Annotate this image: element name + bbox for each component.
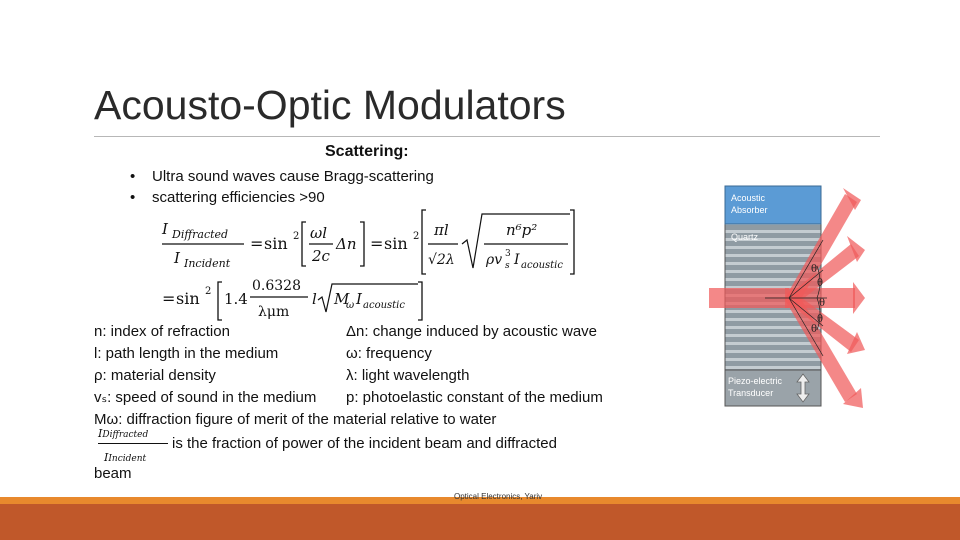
eq-num-I: I [162, 220, 168, 238]
quartz-label: Quartz [731, 232, 759, 242]
eq-omega-sub: ω [346, 300, 355, 311]
eq-sq-3: 2 [205, 286, 212, 297]
eq-two-c: 2c [312, 247, 330, 265]
theta-label: θ [811, 264, 818, 275]
eq-sin-1: sin [264, 234, 288, 253]
eq-equals-3: = [162, 289, 176, 308]
eq-den-sub: Incident [184, 257, 231, 270]
definition-merit: Mω: diffraction figure of merit of the material relative to water [94, 411, 497, 428]
slide-title: Acousto-Optic Modulators [94, 82, 566, 128]
eq-sq-2: 2 [413, 231, 420, 242]
eq-M: M [334, 290, 350, 308]
equation-line-2 [162, 278, 422, 320]
eq-equals-2: = [370, 234, 384, 253]
bullet-item: • Ultra sound waves cause Bragg-scattering [128, 166, 434, 187]
bullet-list [128, 166, 434, 208]
footer-bar [0, 504, 960, 540]
scattering-heading: Scattering: [325, 143, 409, 160]
eq-n6p2: n⁶p² [506, 221, 538, 239]
eq-sq-1: 2 [293, 231, 300, 242]
eq-sin-3: sin [176, 289, 200, 308]
transducer-label-1: Piezo-electric [728, 376, 783, 386]
definition-omega: ω: frequency [346, 345, 432, 362]
beam-word: beam [94, 465, 132, 482]
eq-num-sub: Diffracted [172, 228, 229, 241]
bullet-item: • scattering efficiencies >90 [128, 187, 434, 208]
mini-fraction-num: IDiffracted [98, 427, 149, 440]
theta-label: θ [811, 324, 818, 335]
eq-06328: 0.6328 [252, 278, 301, 294]
definition-p: p: photoelastic constant of the medium [346, 389, 603, 406]
definition-l: l: path length in the medium [94, 345, 279, 362]
eq-sin-2: sin [384, 234, 408, 253]
eq-den-I: I [174, 249, 180, 267]
theta-label: θ [817, 314, 824, 325]
eq-acoustic-sub: acoustic [521, 260, 563, 271]
eq-sqrt2-lambda: √2λ [428, 252, 455, 268]
title-divider [94, 136, 880, 137]
absorber-label-2: Absorber [731, 205, 768, 215]
eq-l: l [312, 290, 317, 308]
eq-vs-sub: s [505, 261, 510, 271]
definition-vs: vₛ: speed of sound in the medium [94, 389, 317, 406]
eq-coef: 1.4 [224, 290, 248, 308]
mini-fraction-bar [98, 443, 168, 444]
absorber-label-1: Acoustic [731, 193, 766, 203]
eq-I-acoustic-2: I [356, 290, 362, 308]
definition-n: n: index of refraction [94, 323, 230, 340]
definition-rho: ρ: material density [94, 367, 216, 384]
eq-pi-l: πl [434, 221, 449, 239]
eq-equals-1: = [250, 234, 264, 253]
theta-label: θ [817, 278, 824, 289]
eq-acoustic-sub-2: acoustic [363, 300, 405, 311]
equation-line-1 [161, 210, 574, 274]
theta-label: θ [819, 298, 826, 309]
citation: Optical Electronics, Yariv [454, 492, 543, 501]
eq-I-acoustic: I [514, 252, 520, 268]
eq-lambda-um: λμm [258, 304, 290, 320]
aom-diagram [705, 182, 865, 410]
fraction-explanation [94, 423, 557, 465]
arrowhead-3 [853, 282, 865, 314]
eq-omega-l: ωl [310, 224, 328, 242]
fraction-text: is the fraction of power of the incident beam and diffracted [172, 435, 557, 452]
eq-delta-n: Δn [336, 235, 357, 253]
definition-lambda: λ: light wavelength [346, 367, 470, 384]
efficiency-equations [160, 204, 590, 322]
eq-rho-vs: ρv [486, 252, 503, 268]
definition-delta-n: Δn: change induced by acoustic wave [346, 323, 598, 340]
transducer-label-2: Transducer [728, 388, 774, 398]
eq-vs-sup: 3 [505, 249, 511, 259]
mini-fraction-den: IIncident [104, 451, 147, 464]
